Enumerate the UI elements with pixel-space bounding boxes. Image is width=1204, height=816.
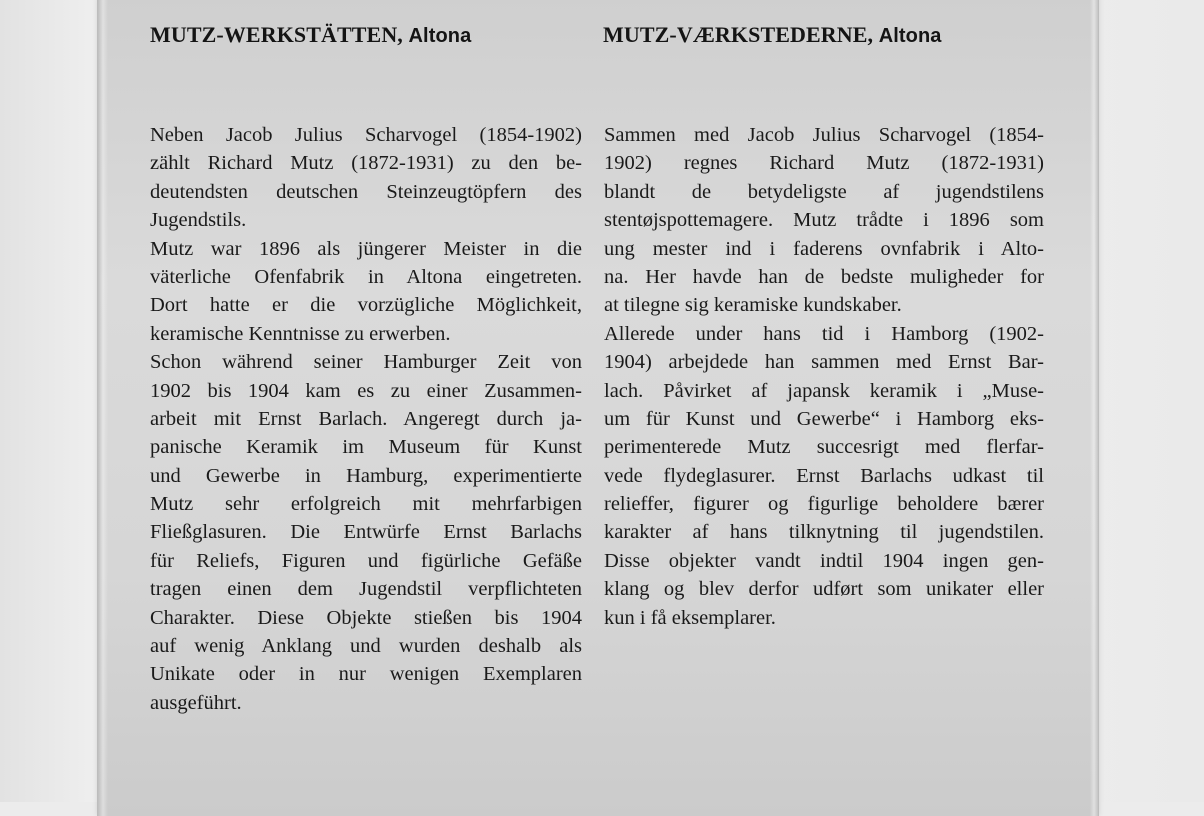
danish-text-column bbox=[604, 121, 1044, 632]
german-text-line: panische Keramik im Museum für Kunst bbox=[150, 436, 582, 459]
danish-text-line: Allerede under hans tid i Hamborg (1902- bbox=[604, 322, 1044, 345]
danish-text-line: blandt de betydeligste af jugendstilens bbox=[604, 180, 1044, 203]
danish-text-line: 1902) regnes Richard Mutz (1872-1931) bbox=[604, 152, 1044, 175]
german-text-line: Mutz sehr erfolgreich mit mehrfarbigen bbox=[150, 493, 582, 516]
german-title-place: Altona bbox=[408, 25, 472, 47]
german-text-line: Schon während seiner Hamburger Zeit von bbox=[150, 351, 582, 374]
danish-text-line: Sammen med Jacob Julius Scharvogel (1854- bbox=[604, 124, 1044, 146]
danish-text-line: na. Her havde han de bedste muligheder for bbox=[604, 265, 1044, 288]
german-text-line: zählt Richard Mutz (1872-1931) zu den be- bbox=[150, 152, 582, 175]
danish-title-place: Altona bbox=[878, 25, 942, 47]
german-text-line: auf wenig Anklang und wurden deshalb als bbox=[150, 635, 582, 658]
german-text-line: für Reliefs, Figuren und figürliche Gefäße bbox=[150, 549, 582, 572]
danish-text-line: lach. Påvirket af japansk keramik i „Muse- bbox=[604, 379, 1044, 402]
danish-text-line: klang og blev derfor udført som unikater eller bbox=[604, 578, 1044, 601]
danish-text-line: at tilegne sig keramiske kundskaber. bbox=[604, 294, 902, 317]
danish-text-line: Disse objekter vandt indtil 1904 ingen gen- bbox=[604, 549, 1044, 572]
danish-text-line: um für Kunst und Gewerbe“ i Hamborg eks- bbox=[604, 407, 1044, 430]
german-title-text: MUTZ-WERKSTÄTTEN, bbox=[150, 22, 403, 47]
german-title bbox=[150, 22, 471, 48]
german-text-line: Mutz war 1896 als jüngerer Meister in die bbox=[150, 237, 582, 260]
german-text-line: Jugendstils. bbox=[150, 209, 247, 232]
german-text-line: tragen einen dem Jugendstil verpflichteten bbox=[150, 578, 582, 601]
german-text-line: deutendsten deutschen Steinzeugtöpfern des bbox=[150, 180, 582, 203]
german-text-line: Neben Jacob Julius Scharvogel (1854-1902) bbox=[150, 124, 582, 146]
german-text-line: väterliche Ofenfabrik in Altona eingetreten. bbox=[150, 265, 582, 288]
german-text-line: Unikate oder in nur wenigen Exemplaren bbox=[150, 663, 582, 686]
danish-title-text: MUTZ-VÆRKSTEDERNE, bbox=[603, 22, 874, 47]
german-text-line: keramische Kenntnisse zu erwerben. bbox=[150, 322, 451, 345]
danish-text-line: 1904) arbejdede han sammen med Ernst Bar- bbox=[604, 351, 1044, 374]
german-text-line: arbeit mit Ernst Barlach. Angeregt durch ja- bbox=[150, 407, 582, 430]
german-text-line: Fließglasuren. Die Entwürfe Ernst Barlachs bbox=[150, 521, 582, 544]
german-text-line: Dort hatte er die vorzügliche Möglichkeit, bbox=[150, 294, 582, 317]
danish-text-line: relieffer, figurer og figurlige beholdere bærer bbox=[604, 493, 1044, 516]
danish-text-line: stentøjspottemagere. Mutz trådte i 1896 som bbox=[604, 209, 1044, 232]
danish-text-line: karakter af hans tilknytning til jugendstilen. bbox=[604, 521, 1044, 544]
german-text-column bbox=[150, 121, 582, 717]
german-text-line: und Gewerbe in Hamburg, experimentierte bbox=[150, 464, 582, 487]
danish-text-line: perimenterede Mutz succesrigt med flerfar- bbox=[604, 436, 1044, 459]
danish-text-line: vede flydeglasurer. Ernst Barlachs udkast til bbox=[604, 464, 1044, 487]
danish-text-line: ung mester ind i faderens ovnfabrik i Alto- bbox=[604, 237, 1044, 260]
german-text-line: Charakter. Diese Objekte stießen bis 1904 bbox=[150, 606, 582, 629]
danish-title bbox=[603, 22, 942, 48]
german-text-line: 1902 bis 1904 kam es zu einer Zusammen- bbox=[150, 379, 582, 402]
german-text-line: ausgeführt. bbox=[150, 691, 242, 714]
danish-text-line: kun i få eksemplarer. bbox=[604, 606, 776, 629]
